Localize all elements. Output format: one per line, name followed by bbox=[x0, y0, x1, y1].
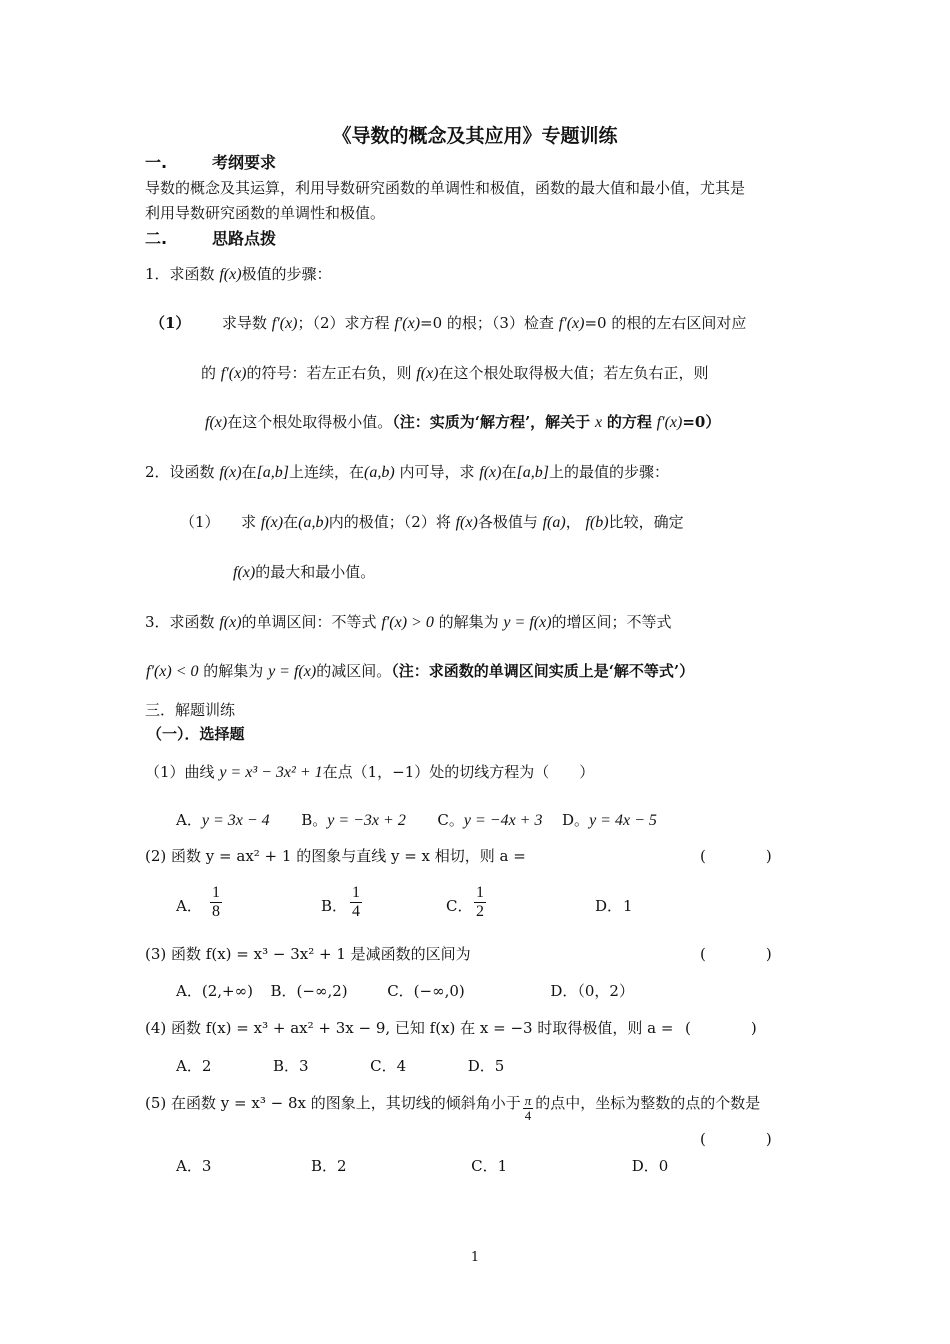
option-label: B． bbox=[270, 982, 297, 1000]
question-label: （1）曲线 bbox=[145, 763, 215, 781]
section-3-subheading: （一）．选择题 bbox=[147, 725, 245, 743]
option-value: 2 bbox=[336, 1157, 347, 1175]
step-text: =0 的根；（3）检查 bbox=[420, 314, 554, 332]
question-1 bbox=[145, 762, 594, 783]
step-text: =0 的根的左右区间对应 bbox=[584, 314, 747, 332]
math-interval-open: (a,b) bbox=[298, 514, 329, 531]
point-3-text: 的单调区间：不等式 bbox=[241, 613, 377, 631]
point-1-text-tail: 极值的步骤： bbox=[241, 265, 332, 283]
question-2-answer-paren: ( ) bbox=[700, 847, 772, 865]
point-1-number: 1． bbox=[145, 265, 170, 283]
option-label: D． bbox=[550, 982, 578, 1000]
step-text: 的最大和最小值。 bbox=[255, 563, 376, 581]
option-value: 3 bbox=[298, 1057, 309, 1075]
pi-over-4-fraction bbox=[523, 1094, 534, 1123]
option-label: A． bbox=[176, 897, 202, 915]
option-label: B。 bbox=[301, 811, 328, 829]
point-3-number: 3． bbox=[145, 613, 170, 631]
math-interval-closed: [a,b] bbox=[256, 464, 290, 481]
option-label: D． bbox=[467, 1057, 495, 1075]
page-number: 1 bbox=[470, 1250, 480, 1265]
option-value: 5 bbox=[494, 1057, 505, 1075]
question-4-options bbox=[176, 1056, 504, 1076]
step-text: 在 bbox=[283, 513, 299, 531]
step-text: 比较，确定 bbox=[608, 513, 684, 531]
math-fb: f(b) bbox=[585, 514, 609, 531]
option-value: （0，2） bbox=[577, 982, 634, 1000]
option-label: C． bbox=[387, 982, 414, 1000]
question-text: 的点中，坐标为整数的点的个数是 bbox=[535, 1094, 761, 1112]
option-label: D． bbox=[631, 1157, 659, 1175]
fraction-numerator: π bbox=[524, 1093, 532, 1108]
option-label: D． bbox=[595, 897, 623, 915]
step-text: ；（2）求方程 bbox=[297, 314, 390, 332]
fraction-denominator: 4 bbox=[524, 1108, 532, 1123]
section-3-heading: 三．解题训练 bbox=[145, 701, 236, 719]
section-1-text-line1: 导数的概念及其运算，利用导数研究函数的单调性和极值，函数的最大值和最小值，尤其是 bbox=[145, 179, 746, 197]
section-2-heading: 思路点拨 bbox=[212, 229, 277, 248]
math-fpx: f′(x) bbox=[394, 315, 421, 332]
math-fpx: f′(x) bbox=[220, 365, 247, 382]
point-2-step-line2 bbox=[233, 562, 375, 583]
math-fpx: f′(x) bbox=[558, 315, 585, 332]
option-value: y = −4x + 3 bbox=[463, 812, 543, 829]
math-fa: f(a) bbox=[542, 514, 566, 531]
math-fx: f(x) bbox=[455, 514, 478, 531]
option-value: (−∞,0) bbox=[413, 982, 465, 1000]
option-value: y = 4x − 5 bbox=[589, 812, 657, 829]
math-fx: f(x) bbox=[260, 514, 284, 531]
point-2-text: 上连续，在 bbox=[289, 463, 365, 481]
step-text: 求 bbox=[241, 513, 257, 531]
point-2-text: 上的最值的步骤： bbox=[548, 463, 669, 481]
option-value: 2 bbox=[201, 1057, 212, 1075]
math-inequality-positive: f′(x) > 0 bbox=[381, 614, 434, 631]
point-2-text: 在 bbox=[501, 463, 517, 481]
option-label: A． bbox=[176, 982, 202, 1000]
point-3-text: 的减区间。 bbox=[316, 662, 392, 680]
point-3-text: 求函数 bbox=[169, 613, 215, 631]
section-2-number: 二. bbox=[145, 229, 168, 248]
fraction-denominator: 8 bbox=[212, 903, 220, 920]
fraction-denominator: 2 bbox=[476, 903, 484, 920]
option-value: 0 bbox=[658, 1157, 669, 1175]
option-label: C． bbox=[446, 897, 473, 915]
question-3-answer-paren: ( ) bbox=[700, 945, 772, 963]
step-number: （1） bbox=[180, 513, 220, 531]
question-text: 在点（1，−1）处的切线方程为（ ） bbox=[322, 763, 595, 781]
math-fpx: f′(x) bbox=[271, 315, 298, 332]
option-label: D。 bbox=[562, 811, 590, 829]
question-3-options bbox=[176, 981, 634, 1001]
step-text: 在这个根处取得极小值。 bbox=[227, 413, 393, 431]
math-interval-closed: [a,b] bbox=[516, 464, 549, 481]
question-text: 在函数 y = x³ − 8x 的图象上，其切线的倾斜角小于 bbox=[171, 1094, 521, 1112]
fraction-numerator: 1 bbox=[476, 884, 484, 901]
question-text: 函数 y = ax² + 1 的图象与直线 y = x 相切，则 a = bbox=[171, 847, 526, 865]
option-label: B． bbox=[321, 897, 348, 915]
page-title: 《导数的概念及其应用》专题训练 bbox=[332, 125, 618, 147]
point-2-text: 内可导，求 bbox=[399, 463, 475, 481]
step-text: 各极值与 bbox=[477, 513, 538, 531]
point-1-text: 求函数 bbox=[169, 265, 215, 283]
math-fx: f(x) bbox=[233, 564, 256, 581]
section-1-number: 一. bbox=[145, 153, 168, 172]
fraction-numerator: 1 bbox=[352, 884, 360, 901]
question-label: (4) bbox=[145, 1019, 167, 1037]
point-2 bbox=[145, 462, 669, 483]
question-label: (3) bbox=[145, 945, 167, 963]
point-2-step bbox=[180, 512, 684, 533]
option-c-fraction bbox=[474, 884, 486, 921]
point-1 bbox=[145, 264, 332, 285]
point-1-step-line1 bbox=[150, 313, 746, 334]
step-text: 的 bbox=[201, 364, 217, 382]
step-number: （1） bbox=[150, 314, 191, 332]
option-value: (−∞,2) bbox=[296, 982, 348, 1000]
question-2 bbox=[145, 846, 526, 866]
question-4-answer-paren: ( ) bbox=[685, 1019, 757, 1037]
point-3 bbox=[145, 612, 672, 633]
option-value: 4 bbox=[396, 1057, 407, 1075]
step-text: 内的极值；（2）将 bbox=[328, 513, 451, 531]
option-label: C． bbox=[471, 1157, 498, 1175]
point-1-step-line3 bbox=[205, 412, 720, 433]
option-value: 1 bbox=[497, 1157, 508, 1175]
math-inequality-negative: f′(x) < 0 bbox=[146, 663, 199, 680]
question-label: (2) bbox=[145, 847, 167, 865]
math-interval-open: (a,b) bbox=[364, 464, 395, 481]
option-label: B． bbox=[272, 1057, 299, 1075]
option-value: 3 bbox=[201, 1157, 212, 1175]
point-2-number: 2． bbox=[145, 463, 170, 481]
option-value: y = −3x + 2 bbox=[327, 812, 406, 829]
option-label: B． bbox=[310, 1157, 337, 1175]
point-2-text: 在 bbox=[241, 463, 257, 481]
note-text: =0） bbox=[682, 413, 721, 431]
fraction-numerator: 1 bbox=[212, 884, 220, 901]
point-1-step-line2 bbox=[201, 363, 709, 384]
math-fx: f(x) bbox=[479, 464, 502, 481]
point-3-text: 的增区间；不等式 bbox=[551, 613, 672, 631]
option-label: C。 bbox=[437, 811, 464, 829]
option-label: C． bbox=[370, 1057, 397, 1075]
question-5-options bbox=[176, 1156, 668, 1176]
question-5-answer-paren: ( ) bbox=[700, 1130, 772, 1148]
math-x: x bbox=[594, 414, 603, 431]
note-text: （注：求函数的单调区间实质上是‘解不等式’） bbox=[391, 662, 695, 680]
math-fx: f(x) bbox=[219, 464, 242, 481]
question-equation: y = x³ − 3x² + 1 bbox=[219, 764, 323, 781]
math-fx: f(x) bbox=[219, 614, 242, 631]
option-a-fraction bbox=[210, 884, 222, 921]
note-text: 的方程 bbox=[606, 413, 652, 431]
point-3-text: 的解集为 bbox=[203, 662, 264, 680]
math-fx: f(x) bbox=[416, 365, 439, 382]
question-1-options bbox=[176, 810, 657, 831]
step-text: 的符号：若左正右负，则 bbox=[246, 364, 412, 382]
option-value: 1 bbox=[623, 897, 633, 915]
question-label: (5) bbox=[145, 1094, 167, 1112]
point-2-text: 设函数 bbox=[169, 463, 215, 481]
option-b-fraction bbox=[350, 884, 362, 921]
question-3 bbox=[145, 944, 471, 964]
option-label: A． bbox=[176, 811, 202, 829]
math-fx: f(x) bbox=[205, 414, 228, 431]
step-text: 在这个根处取得极大值；若左负右正，则 bbox=[438, 364, 709, 382]
option-label: A． bbox=[176, 1157, 202, 1175]
fraction-denominator: 4 bbox=[352, 903, 360, 920]
step-text: ， bbox=[565, 513, 581, 531]
math-y-equals-fx: y = f(x) bbox=[268, 663, 317, 680]
question-5 bbox=[145, 1093, 760, 1133]
question-text: 函数 f(x) = x³ + ax² + 3x − 9, 已知 f(x) 在 x = −3 时取得极值，则 a = bbox=[171, 1019, 674, 1037]
question-text: 函数 f(x) = x³ − 3x² + 1 是减函数的区间为 bbox=[171, 945, 471, 963]
section-1-heading: 考纲要求 bbox=[212, 153, 277, 172]
math-y-equals-fx: y = f(x) bbox=[503, 614, 552, 631]
note-text: （注：实质为‘解方程’，解关于 bbox=[392, 413, 591, 431]
step-text: 求导数 bbox=[222, 314, 268, 332]
option-label: A． bbox=[176, 1057, 202, 1075]
question-4 bbox=[145, 1018, 673, 1038]
math-fpx: f′(x) bbox=[656, 414, 683, 431]
option-value: y = 3x − 4 bbox=[201, 812, 270, 829]
point-3-line2 bbox=[146, 661, 694, 682]
option-value: (2,+∞) bbox=[201, 982, 253, 1000]
math-fx: f(x) bbox=[219, 266, 242, 283]
point-3-text: 的解集为 bbox=[438, 613, 499, 631]
section-1-text-line2: 利用导数研究函数的单调性和极值。 bbox=[145, 204, 386, 222]
